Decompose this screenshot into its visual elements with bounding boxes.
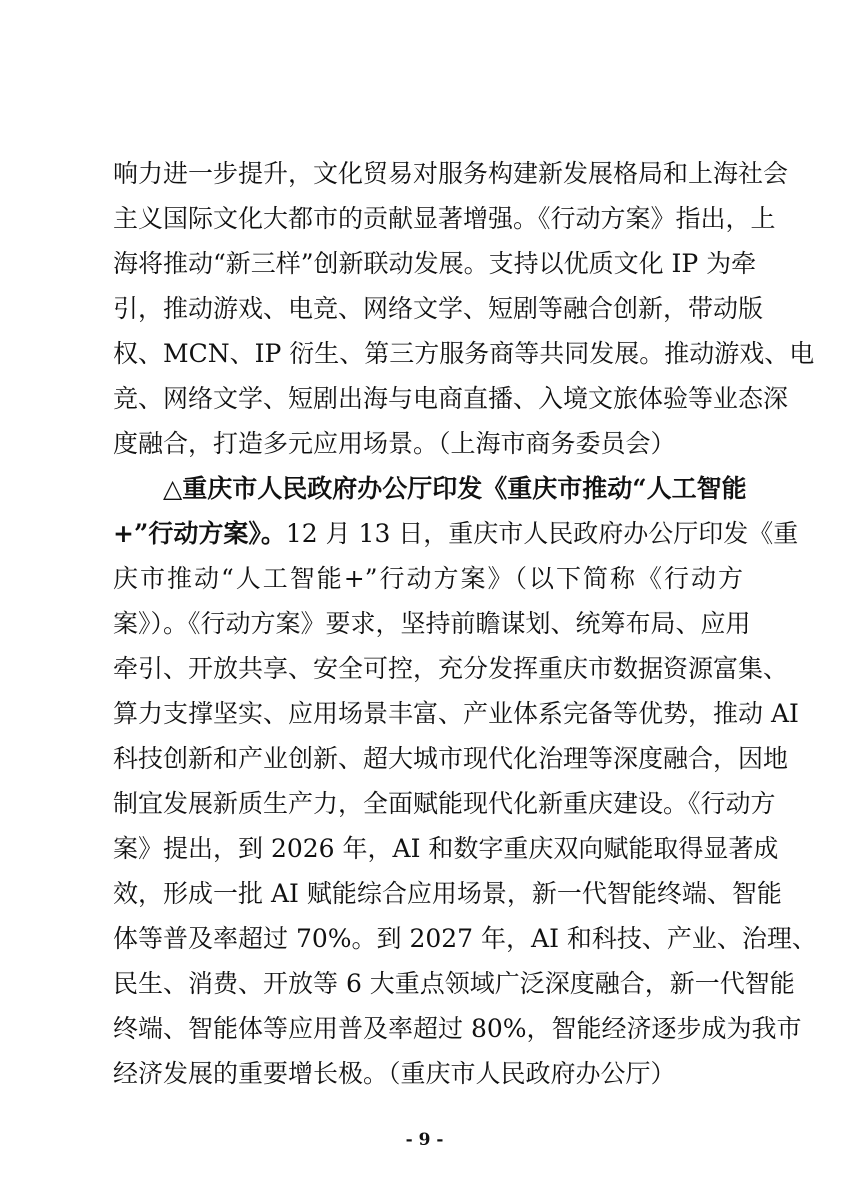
paragraph2-line-10: 效，形成一批 AI 赋能综合应用场景，新一代智能终端、智能: [113, 879, 782, 908]
paragraph2-line-5: 牵引、开放共享、安全可控，充分发挥重庆市数据资源富集、: [113, 654, 789, 683]
paragraph2-line-14: 经济发展的重要增长极。（重庆市人民政府办公厅）: [113, 1059, 676, 1088]
paragraph1-line-2: 主义国际文化大都市的贡献显著增强。《行动方案》指出，上: [113, 204, 776, 233]
paragraph2-heading-end: +”行动方案》。: [113, 519, 286, 548]
paragraph1-line-7: 度融合，打造多元应用场景。（上海市商务委员会）: [113, 429, 676, 458]
paragraph2-line-9: 案》提出，到 2026 年，AI 和数字重庆双向赋能取得显著成: [113, 834, 779, 863]
paragraph1-line-4: 引，推动游戏、电竞、网络文学、短剧等融合创新，带动版: [113, 294, 764, 323]
page-number: - 9 -: [405, 1130, 444, 1150]
paragraph1-line-3: 海将推动“新三样”创新联动发展。支持以优质文化 IP 为牵: [113, 249, 757, 278]
paragraph2-line-3: 庆市推动“人工智能+”行动方案》（以下简称《行动方: [113, 564, 743, 593]
paragraph1-line-1: 响力进一步提升，文化贸易对服务构建新发展格局和上海社会: [113, 159, 789, 188]
paragraph2-line-4: 案》）。《行动方案》要求，坚持前瞻谋划、统筹布局、应用: [113, 609, 751, 638]
paragraph2-line-2: [113, 516, 799, 552]
paragraph2-line-6: 算力支撑坚实、应用场景丰富、产业体系完备等优势，推动 AI: [113, 699, 799, 728]
paragraph2-heading-line-1: △重庆市人民政府办公厅印发《重庆市推动“人工智能: [163, 474, 747, 503]
paragraph2-line-12: 民生、消费、开放等 6 大重点领域广泛深度融合，新一代智能: [113, 969, 795, 998]
paragraph2-line-13: 终端、智能体等应用普及率超过 80%，智能经济逐步成为我市: [113, 1014, 802, 1043]
paragraph1-line-5: 权、MCN、IP 衍生、第三方服务商等共同发展。推动游戏、电: [113, 339, 815, 368]
paragraph2-line-7: 科技创新和产业创新、超大城市现代化治理等深度融合，因地: [113, 744, 789, 773]
paragraph2-line-8: 制宜发展新质生产力，全面赋能现代化新重庆建设。《行动方: [113, 789, 776, 818]
paragraph2-line-11: 体等普及率超过 70%。到 2027 年，AI 和科技、产业、治理、: [113, 924, 817, 953]
paragraph2-line-2-text: 12 月 13 日，重庆市人民政府办公厅印发《重: [285, 519, 799, 548]
paragraph1-line-6: 竞、网络文学、短剧出海与电商直播、入境文旅体验等业态深: [113, 384, 789, 413]
